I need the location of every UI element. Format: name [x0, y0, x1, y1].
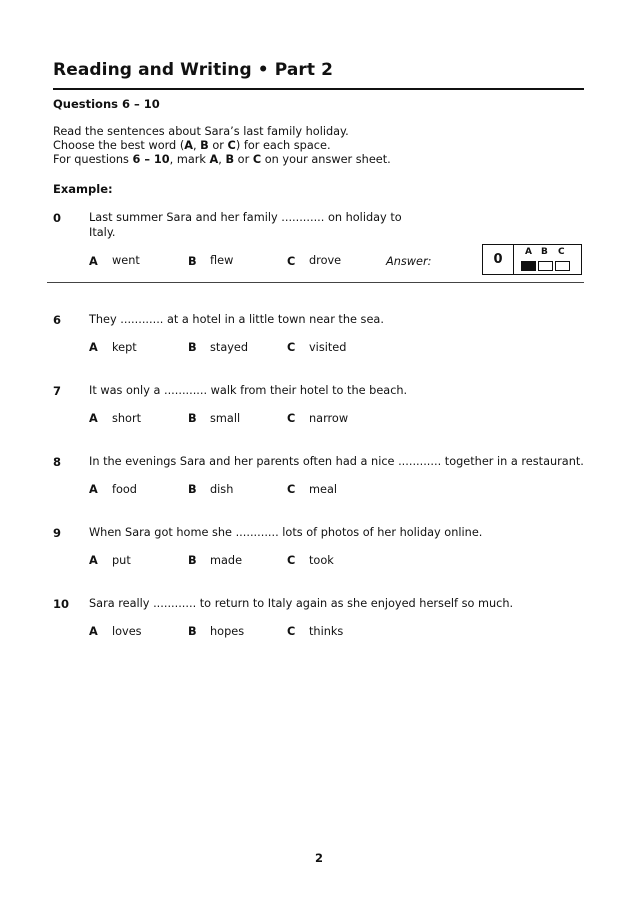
question-text: It was only a ............ walk from their hotel to the beach. [89, 384, 408, 397]
option-word: small [210, 412, 241, 425]
example-option-b [188, 254, 197, 268]
option-word: stayed [210, 341, 249, 354]
example-label: Example: [53, 182, 113, 196]
instruction-text: or [208, 139, 228, 152]
question-text: In the evenings Sara and her parents often had a nice ............ together in a restaurant. [89, 455, 584, 468]
option-word: food [112, 483, 137, 496]
example-option-c [287, 254, 295, 268]
example-option-b-word: flew [210, 254, 234, 267]
instruction-text: For questions [53, 153, 133, 166]
option-letter: A [89, 255, 98, 268]
answer-box-letter-b: B [541, 247, 548, 257]
page-number: 2 [314, 851, 323, 865]
option-letter-c: C [287, 483, 296, 496]
option-word: meal [309, 483, 338, 496]
instruction-text: ) for each space. [235, 139, 331, 152]
instruction-line-1: Read the sentences about Sara’s last family holiday. [53, 125, 349, 138]
answer-box-letter-a: A [525, 247, 532, 257]
option-letter-b: B [188, 554, 197, 567]
option-word: short [112, 412, 142, 425]
instruction-text: , mark [169, 153, 210, 166]
example-option-c-word: drove [309, 254, 342, 267]
instruction-text: or [234, 153, 253, 166]
instruction-letter-a: A [209, 153, 219, 166]
instruction-letter-a: A [184, 139, 193, 152]
answer-label: Answer: [386, 255, 432, 268]
example-option-a-word: went [112, 254, 140, 267]
instruction-line-2 [53, 139, 331, 152]
option-word: kept [112, 341, 137, 354]
instruction-line-3 [53, 153, 391, 166]
option-word: hopes [210, 625, 245, 638]
option-word: took [309, 554, 334, 567]
option-letter-c: C [287, 625, 296, 638]
answer-cell-a-filled [521, 261, 536, 271]
example-separator-rule [47, 282, 584, 283]
option-word: made [210, 554, 243, 567]
instruction-text: , [218, 153, 226, 166]
title-rule [53, 88, 584, 90]
option-word: thinks [309, 625, 344, 638]
instruction-letter-b: B [200, 139, 209, 152]
questions-subheading: Questions 6 – 10 [53, 97, 160, 111]
option-word: dish [210, 483, 234, 496]
option-letter-a: A [89, 625, 98, 638]
answer-box [482, 244, 582, 275]
question-number: 9 [53, 526, 62, 540]
option-letter-b: B [188, 483, 197, 496]
instruction-question-range: 6 – 10 [132, 153, 170, 166]
example-text-line-1: Last summer Sara and her family ............ on holiday to [89, 211, 402, 224]
question-text: They ............ at a hotel in a little town near the sea. [89, 313, 384, 326]
option-letter-b: B [188, 625, 197, 638]
option-word: visited [309, 341, 347, 354]
instruction-letter-b: B [225, 153, 235, 166]
option-letter-a: A [89, 341, 98, 354]
answer-cell-b [538, 261, 553, 271]
question-text: Sara really ............ to return to Italy again as she enjoyed herself so much. [89, 597, 514, 610]
option-letter-a: A [89, 554, 98, 567]
answer-box-letter-c: C [558, 247, 565, 257]
example-text [89, 210, 402, 240]
instruction-text: , [192, 139, 201, 152]
example-number: 0 [53, 211, 62, 225]
instruction-text: on your answer sheet. [261, 153, 391, 166]
question-text: When Sara got home she ............ lots of photos of her holiday online. [89, 526, 483, 539]
option-letter-b: B [188, 341, 197, 354]
option-letter-c: C [287, 554, 296, 567]
option-letter-c: C [287, 341, 296, 354]
example-option-a [89, 254, 98, 268]
question-number: 7 [53, 384, 62, 398]
answer-box-number: 0 [493, 252, 503, 267]
question-number: 6 [53, 313, 62, 327]
option-word: narrow [309, 412, 349, 425]
option-letter-a: A [89, 483, 98, 496]
option-word: loves [112, 625, 142, 638]
question-number: 10 [53, 597, 70, 611]
option-letter: B [188, 255, 197, 268]
example-text-line-2: Italy. [89, 226, 116, 239]
option-word: put [112, 554, 131, 567]
answer-box-divider [513, 245, 514, 274]
instruction-text: Choose the best word ( [53, 139, 185, 152]
page-title: Reading and Writing • Part 2 [53, 60, 334, 80]
instruction-letter-c: C [252, 153, 262, 166]
answer-cell-c [555, 261, 570, 271]
option-letter: C [287, 255, 296, 268]
option-letter-b: B [188, 412, 197, 425]
option-letter-c: C [287, 412, 296, 425]
instruction-letter-c: C [227, 139, 236, 152]
question-number: 8 [53, 455, 62, 469]
option-letter-a: A [89, 412, 98, 425]
